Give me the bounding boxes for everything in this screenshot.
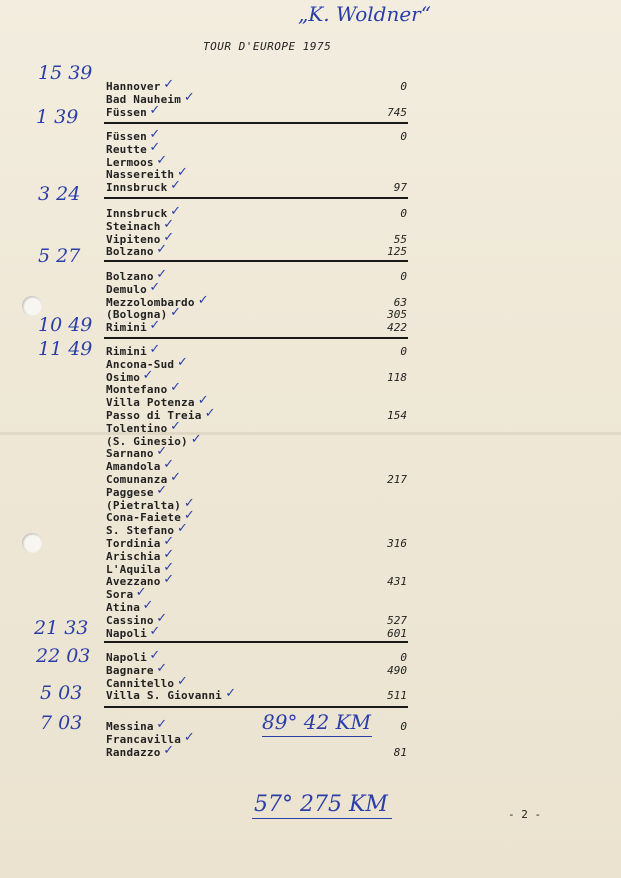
distance-km: 422 (387, 321, 407, 335)
place-name: Lermoos (106, 155, 154, 169)
stage-time-note: 5 03 (40, 682, 83, 704)
place-name: Rimini (106, 345, 147, 358)
distance-km: 601 (387, 626, 407, 640)
hand-underline (262, 736, 372, 737)
check-icon: ✓ (183, 495, 195, 511)
place-name: Paggese (106, 485, 154, 499)
author-note: „K. Woldner“ (298, 2, 431, 26)
distance-km: 0 (400, 345, 407, 358)
place-name: Demulo (106, 282, 147, 296)
check-icon: ✓ (170, 418, 181, 434)
stage-divider (104, 197, 408, 199)
check-icon: ✓ (156, 267, 168, 282)
distance-km: 217 (387, 473, 407, 486)
distance-km: 0 (400, 80, 407, 93)
check-icon: ✓ (149, 318, 161, 334)
check-icon: ✓ (163, 534, 175, 549)
place-name: Mezzolombardo (106, 295, 195, 309)
stage-divider (104, 706, 408, 708)
distance-km: 125 (387, 245, 407, 259)
stage-time-note: 7 03 (40, 712, 83, 734)
place-name: Rimini (106, 321, 147, 335)
place-name: Bolzano (106, 270, 154, 283)
stage-time-note: 1 39 (36, 106, 79, 128)
place-name: (S. Ginesio) (106, 434, 188, 448)
stage-time-note: 11 49 (38, 338, 93, 360)
distance-km: 154 (387, 409, 407, 422)
place-name: Amandola (106, 460, 161, 474)
place-name: Arischia (106, 549, 161, 563)
hand-note-mid: 89° 42 KM (262, 710, 372, 734)
place-name: Osimo (106, 370, 141, 384)
distance-km: 81 (393, 745, 407, 759)
check-icon: ✓ (170, 178, 181, 194)
place-name: Bagnare (106, 663, 154, 677)
stage-time-note: 5 27 (38, 245, 81, 267)
stage-time-note: 10 49 (38, 314, 93, 336)
place-name: (Bologna) (106, 308, 168, 322)
place-name: Füssen (106, 105, 147, 119)
distance-km: 305 (387, 308, 407, 322)
paper-fold (0, 432, 621, 435)
check-icon: ✓ (183, 89, 195, 105)
place-name: (Pietralta) (106, 498, 182, 512)
check-icon: ✓ (170, 305, 181, 321)
check-icon: ✓ (177, 521, 188, 537)
check-icon: ✓ (163, 742, 175, 758)
place-name: Innsbruck (106, 207, 168, 220)
place-name: Francavilla (106, 732, 182, 746)
punch-hole (22, 533, 42, 553)
check-icon: ✓ (183, 729, 195, 745)
place-name: Cannitello (106, 676, 175, 690)
check-icon: ✓ (156, 444, 168, 460)
check-icon: ✓ (177, 354, 188, 370)
check-icon: ✓ (142, 598, 154, 613)
place-name: Atina (106, 601, 141, 614)
place-name: Napoli (106, 651, 147, 664)
distance-km: 0 (400, 270, 407, 283)
check-icon: ✓ (156, 242, 168, 258)
check-icon: ✓ (163, 572, 175, 588)
check-icon: ✓ (149, 648, 161, 663)
distance-km: 490 (387, 663, 407, 677)
check-icon: ✓ (149, 279, 161, 295)
hand-note-bottom: 57° 275 KM (254, 792, 388, 817)
distance-km: 511 (387, 689, 407, 703)
place-name: Ancona-Sud (106, 357, 175, 371)
distance-km: 97 (393, 181, 407, 195)
check-icon: ✓ (163, 546, 175, 562)
stage-divider (104, 122, 408, 124)
check-icon: ✓ (163, 559, 175, 575)
distance-km: 745 (387, 105, 407, 119)
check-icon: ✓ (156, 717, 168, 732)
place-name: Sora (106, 588, 134, 602)
check-icon: ✓ (163, 229, 175, 245)
check-icon: ✓ (163, 216, 175, 232)
place-name: Messina (106, 720, 154, 733)
check-icon: ✓ (197, 292, 209, 308)
check-icon: ✓ (183, 508, 195, 524)
check-icon: ✓ (204, 406, 216, 421)
place-name: Steinach (106, 219, 161, 233)
check-icon: ✓ (170, 470, 181, 485)
check-icon: ✓ (149, 102, 161, 118)
place-name: Cona-Faiete (106, 511, 182, 525)
place-name: Hannover (106, 80, 161, 93)
check-icon: ✓ (156, 152, 168, 168)
place-name: Villa S. Giovanni (106, 689, 222, 703)
check-icon: ✓ (149, 623, 161, 639)
place-name: S. Stefano (106, 524, 175, 538)
distance-km: 0 (400, 130, 407, 143)
stage-time-note: 21 33 (34, 617, 89, 639)
distance-km: 63 (393, 295, 407, 309)
distance-km: 0 (400, 651, 407, 664)
check-icon: ✓ (225, 686, 237, 702)
check-icon: ✓ (177, 165, 188, 181)
check-icon: ✓ (149, 127, 161, 142)
place-name: Bolzano (106, 245, 154, 259)
distance-km: 431 (387, 575, 407, 589)
place-name: Innsbruck (106, 181, 168, 195)
check-icon: ✓ (170, 380, 181, 396)
place-name: Napoli (106, 626, 147, 640)
distance-km: 0 (400, 720, 407, 733)
check-icon: ✓ (197, 393, 209, 409)
check-icon: ✓ (142, 367, 154, 383)
page-title: TOUR D'EUROPE 1975 (203, 40, 332, 53)
place-name: Sarnano (106, 447, 154, 461)
check-icon: ✓ (149, 342, 161, 357)
check-icon: ✓ (156, 482, 168, 498)
place-name: Randazzo (106, 745, 161, 759)
stage-divider (104, 337, 408, 339)
check-icon: ✓ (163, 457, 175, 473)
punch-hole (22, 296, 42, 316)
stage-divider (104, 641, 408, 643)
place-name: Vipiteno (106, 232, 161, 246)
check-icon: ✓ (156, 610, 168, 626)
check-icon: ✓ (177, 673, 188, 689)
stage-time-note: 22 03 (36, 645, 91, 667)
page-number: - 2 - (508, 808, 542, 821)
hand-underline (252, 818, 392, 819)
stage-time-note: 15 39 (38, 62, 93, 84)
check-icon: ✓ (163, 77, 175, 92)
place-name: Villa Potenza (106, 396, 195, 410)
stage-divider (104, 260, 408, 262)
stage-time-note: 3 24 (38, 183, 81, 205)
place-name: Tordinia (106, 537, 161, 550)
distance-km: 55 (393, 232, 407, 246)
place-name: Tolentino (106, 421, 168, 435)
place-name: Nassereith (106, 168, 175, 182)
check-icon: ✓ (135, 585, 147, 601)
check-icon: ✓ (190, 431, 202, 447)
check-icon: ✓ (149, 139, 161, 155)
distance-km: 316 (387, 537, 407, 550)
place-name: Reutte (106, 142, 147, 156)
distance-km: 527 (387, 613, 407, 627)
place-name: Passo di Treia (106, 409, 202, 422)
check-icon: ✓ (170, 204, 181, 219)
distance-km: 0 (400, 207, 407, 220)
place-name: L'Aquila (106, 562, 161, 576)
check-icon: ✓ (156, 660, 168, 676)
place-name: Avezzano (106, 575, 161, 589)
place-name: Bad Nauheim (106, 92, 182, 106)
place-name: Cassino (106, 613, 154, 627)
place-name: Füssen (106, 130, 147, 143)
place-name: Comunanza (106, 473, 168, 486)
place-name: Montefano (106, 383, 168, 397)
distance-km: 118 (387, 370, 407, 384)
